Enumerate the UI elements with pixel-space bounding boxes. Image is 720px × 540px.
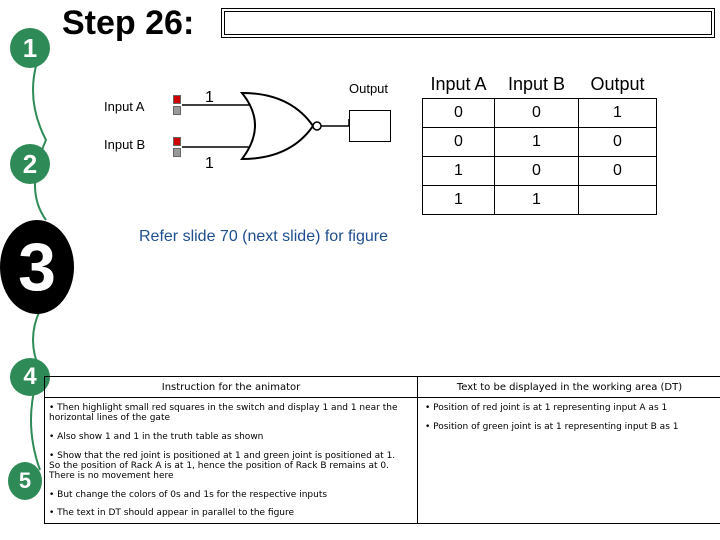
dt-item: Position of green joint is at 1 representing input B as 1 xyxy=(433,422,679,432)
table-cell: 0 xyxy=(579,157,657,186)
step-4-badge[interactable]: 4 xyxy=(10,358,50,396)
input-b-value: 1 xyxy=(205,155,214,172)
input-a-label: Input A xyxy=(104,99,145,114)
step-3-badge[interactable]: 3 xyxy=(0,220,74,314)
table-cell xyxy=(579,186,657,215)
table-row xyxy=(423,157,657,186)
truth-table xyxy=(422,70,657,215)
list-item: • Then highlight small red squares in the switch and display 1 and 1 near the horizontal lines of the gate xyxy=(49,403,398,423)
dt-item: Position of red joint is at 1 representing input A as 1 xyxy=(433,403,668,413)
animator-item: Then highlight small red squares in the switch and display 1 and 1 near the horizontal lines of the gate xyxy=(49,403,398,423)
input-a-value: 1 xyxy=(205,89,214,106)
animator-item: The text in DT should appear in parallel to the figure xyxy=(57,508,295,518)
nor-gate-diagram xyxy=(180,85,360,165)
table-row xyxy=(423,99,657,128)
list-item: • Also show 1 and 1 in the truth table as shown xyxy=(49,432,264,442)
animator-header: Instruction for the animator xyxy=(45,377,418,398)
animator-item: Also show 1 and 1 in the truth table as shown xyxy=(57,432,264,442)
truth-table-header: Input A xyxy=(430,73,487,94)
column-divider xyxy=(417,397,418,523)
input-b-label: Input B xyxy=(104,137,146,152)
page-title: Step 26: xyxy=(62,4,195,42)
list-item: • Position of green joint is at 1 representing input B as 1 xyxy=(425,422,679,432)
table-cell: 0 xyxy=(495,99,579,128)
output-box xyxy=(349,110,391,142)
title-text-field[interactable] xyxy=(221,8,715,38)
table-cell: 0 xyxy=(423,128,495,157)
table-cell: 1 xyxy=(423,186,495,215)
truth-table-header: Output xyxy=(590,73,645,94)
list-item: • Show that the red joint is positioned at 1 and green joint is positioned at 1. So the position of Rack A is at 1, hence the position of Rack B remains at 0. There is no movement here xyxy=(49,451,396,481)
dt-header: Text to be displayed in the working area (DT) xyxy=(418,377,720,398)
table-cell: 1 xyxy=(495,186,579,215)
step-1-badge[interactable]: 1 xyxy=(10,28,50,68)
table-row xyxy=(423,186,657,215)
step-2-badge[interactable]: 2 xyxy=(10,144,50,184)
animator-item: But change the colors of 0s and 1s for the respective inputs xyxy=(57,490,328,500)
animator-item: Show that the red joint is positioned at 1 and green joint is positioned at 1. So the position of Rack A is at 1, hence the position of Rack B remains at 0. There is no movement here xyxy=(49,451,396,481)
list-item: • But change the colors of 0s and 1s for the respective inputs xyxy=(49,490,328,500)
output-label: Output xyxy=(349,81,389,96)
table-cell: 1 xyxy=(495,128,579,157)
truth-table-header: Input B xyxy=(507,73,566,94)
instruction-table xyxy=(44,376,720,524)
refer-note: Refer slide 70 (next slide) for figure xyxy=(139,228,388,245)
table-cell: 0 xyxy=(495,157,579,186)
table-cell: 1 xyxy=(423,157,495,186)
table-cell: 0 xyxy=(579,128,657,157)
table-row xyxy=(423,128,657,157)
table-cell: 1 xyxy=(579,99,657,128)
list-item: • Position of red joint is at 1 representing input A as 1 xyxy=(425,403,668,413)
step-5-badge[interactable]: 5 xyxy=(8,462,42,500)
list-item: • The text in DT should appear in parallel to the figure xyxy=(49,508,295,518)
table-cell: 0 xyxy=(423,99,495,128)
